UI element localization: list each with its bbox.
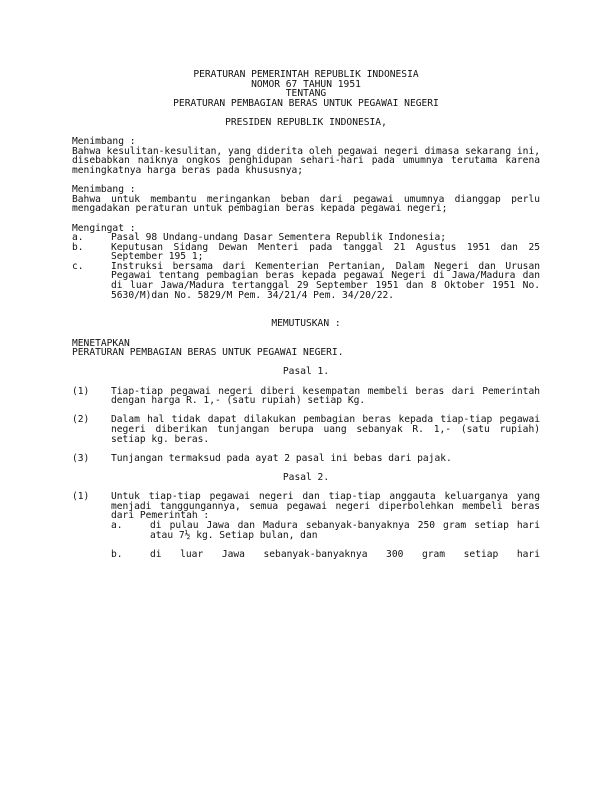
title-line-3: TENTANG [285,88,327,100]
list-marker: a. [72,232,84,244]
sub-item-a [111,521,540,540]
mengingat-label: Mengingat : [72,222,136,234]
pasal-1-ayat-3 [72,454,540,464]
pasal-1-ayat-1 [72,387,540,406]
sub-item-b [111,550,540,560]
sub-marker: a. [111,519,123,531]
sub-marker: b. [111,548,123,560]
sub-item-text: di luar Jawa sebanyak-banyaknya 300 gram setiap hari [150,548,540,560]
pasal-2-heading: Pasal 2. [282,471,330,483]
memutuskan-heading: MEMUTUSKAN : [271,318,341,330]
title-line-2: NOMOR 67 TAHUN 1951 [251,78,361,90]
list-item-text: Keputusan Sidang Dewan Menteri pada tanggal 21 Agustus 1951 dan 25 September 195 1; [111,241,540,263]
menimbang-1-section [72,137,540,175]
menimbang-2-text: Bahwa untuk membantu meringankan beban dari pegawai umumnya dianggap perlu mengadakan peraturan untuk pembagian beras kepada pegawai negeri; [72,193,540,215]
ayat-text: Tunjangan termaksud pada ayat 2 pasal ini bebas dari pajak. [111,452,452,464]
pasal-2-ayat-1 [72,492,540,559]
ayat-text: Dalam hal tidak dapat dilakukan pembagian beras kepada tiap-tiap pegawai negeri diberikan tunjangan berupa uang sebanyak R. 1,- (satu rupiah) setiap kg. beras. [111,414,540,445]
mengingat-item-c [72,262,540,300]
list-item-text: Pasal 98 Undang-undang Dasar Sementera Republik Indonesia; [111,232,447,244]
ayat-marker: (1) [72,385,90,397]
president-heading: PRESIDEN REPUBLIK INDONESIA, [225,116,387,128]
document-page [72,70,540,559]
menimbang-2-label: Menimbang : [72,184,136,196]
pasal-1-ayat-2 [72,415,540,444]
ayat-marker: (2) [72,414,90,426]
menimbang-1-label: Menimbang : [72,136,136,148]
mengingat-section [72,224,540,301]
menetapkan-section [72,339,540,358]
title-line-4: PERATURAN PEMBAGIAN BERAS UNTUK PEGAWAI NEGERI [173,97,439,109]
title-line-1: PERATURAN PEMERINTAH REPUBLIK INDONESIA [193,69,419,80]
mengingat-item-b [72,243,540,262]
sub-item-text: di pulau Jawa dan Madura sebanyak-banyaknya 250 gram setiap hari atau 7½ kg. Setiap bulan, dan [150,519,540,541]
menetapkan-label: MENETAPKAN [72,337,130,349]
menimbang-1-text: Bahwa kesulitan-kesulitan, yang diderita oleh pegawai negeri dimasa sekarang ini, disebabkan naiknya ongkos penghidupan sehari-hari pada umumnya terutama karena meningkatnya harga beras pada khususnya; [72,145,540,176]
ayat-marker: (1) [72,491,90,503]
ayat-text: Tiap-tiap pegawai negeri diberi kesempatan membeli beras dari Pemerintah dengan harga R. 1,- (satu rupiah) setiap Kg. [111,385,540,407]
menimbang-2-section [72,185,540,214]
list-marker: b. [72,241,84,253]
list-item-text: Instruksi bersama dari Kementerian Pertanian, Dalam Negeri dan Urusan Pegawai tentang pembagian beras kepada pegawai Negeri di Jawa/Madura dan di luar Jawa/Madura tertanggal 29 September 1951 dan 8 Oktober 1951 No. 5630/M)dan No. 5829/M Pem. 34/21/4 Pem. 34/20/22. [111,260,540,301]
ayat-text: Untuk tiap-tiap pegawai negeri dan tiap-tiap anggauta keluarganya yang menjadi tanggungannya, semua pegawai negeri diperbolehkan membeli beras dari Pemerintah : [111,491,540,522]
ayat-marker: (3) [72,452,90,464]
menetapkan-text: PERATURAN PEMBAGIAN BERAS UNTUK PEGAWAI NEGERI. [72,347,344,359]
list-marker: c. [72,260,84,272]
pasal-1-heading: Pasal 1. [282,366,330,378]
